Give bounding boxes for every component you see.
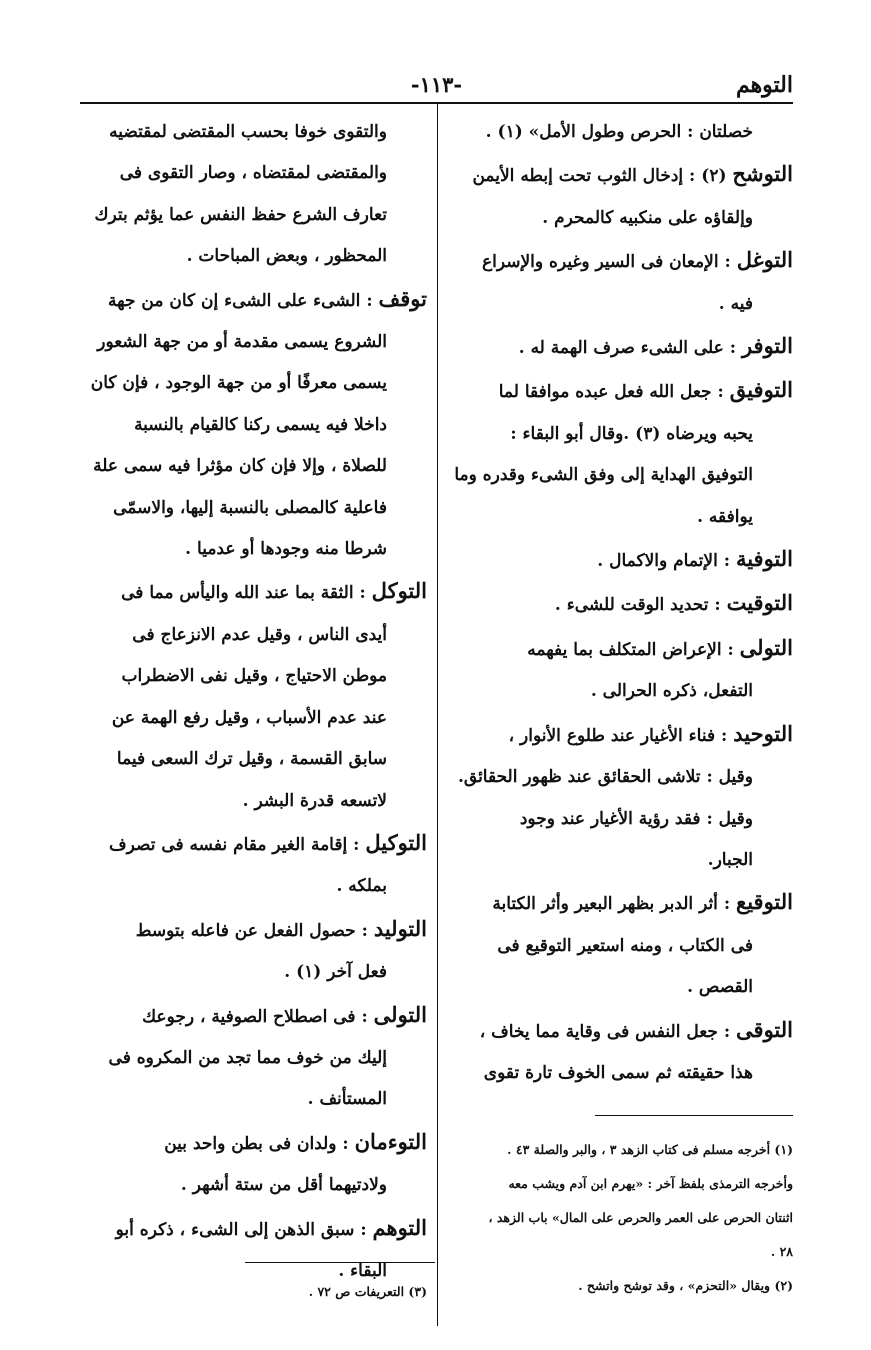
entry-text: يسمى معرفًا أو من جهة الوجود ، فإن كان (90, 373, 387, 394)
entry-text: : الثقة بما عند الله واليأس مما فى (121, 583, 372, 604)
page-number: -١١٣- (410, 72, 463, 97)
footnote-line: ٢٨ . (770, 1244, 793, 1259)
entry-text: : إقامة الغير مقام نفسه فى تصرف (108, 834, 366, 855)
entry-text: فاعلية كالمصلى بالنسبة إليها، والاسمّى (113, 497, 387, 518)
entry-text: التفعل، ذكره الحرالى . (590, 681, 753, 702)
continuation-line (80, 153, 427, 194)
entry-text: : جعل النفس فى وقاية مما يخاف ، (479, 1021, 737, 1042)
entry-term: التوكيل (365, 829, 427, 855)
continuation-line (447, 414, 793, 455)
left-column (80, 112, 427, 1292)
continuation-line (447, 671, 793, 712)
entry-text: وإلقاؤه على منكبيه كالمحرم . (542, 207, 753, 228)
continuation-line (447, 112, 793, 153)
continuation-line (447, 198, 793, 239)
continuation-line (80, 1038, 427, 1079)
entry-text: : فى اصطلاح الصوفية ، رجوعك (142, 1006, 374, 1027)
entry-text: شرطا منه وجودها أو عدميا . (185, 539, 387, 560)
entry-text: موطن الاحتياج ، وقيل نفى الاضطراب (121, 666, 387, 687)
right-footnote-rule (595, 1115, 793, 1116)
continuation-line (80, 488, 427, 529)
entry-text: للصلاة ، وإلا فإن كان مؤثرا فيه سمى علة (93, 456, 387, 477)
continuation-line (80, 405, 427, 446)
entry-line (447, 369, 793, 413)
entry-text: : جعل الله فعل عبده موافقا لما (498, 382, 730, 403)
entry-text: وقيل : تلاشى الحقائق عند ظهور الحقائق. (457, 767, 753, 788)
page-header (80, 72, 793, 106)
entry-term: التوليد (373, 915, 427, 941)
entry-text: يحبه ويرضاه (٣) .وقال أبو البقاء : (510, 423, 753, 444)
entry-text: تعارف الشرع حفظ النفس عما يؤثم بترك (94, 204, 387, 225)
entry-text: الشروع يسمى مقدمة أو من جهة الشعور (97, 332, 387, 353)
entry-term: التوهم (372, 1214, 427, 1240)
entry-text: (٢) : إدخال الثوب تحت إبطه الأيمن (472, 166, 733, 187)
entry-text: فعل آخر (١) . (284, 962, 387, 983)
entry-text: والتقوى خوفا بحسب المقتضى لمقتضيه (109, 122, 387, 142)
continuation-line (447, 926, 793, 967)
entry-text: سابق القسمة ، وقيل ترك السعى فيما (116, 749, 387, 770)
entry-text: وقيل : فقد رؤية الأغيار عند وجود (519, 808, 753, 829)
entry-term: التوءمان (354, 1128, 427, 1154)
entry-text: : فناء الأغيار عند طلوع الأنوار ، (508, 725, 734, 746)
entry-text: : تحديد الوقت للشىء . (554, 595, 727, 616)
right-column (447, 112, 793, 1094)
continuation-line (80, 1165, 427, 1206)
continuation-line (447, 1053, 793, 1094)
continuation-line (80, 952, 427, 993)
entry-text: هذا حقيقته ثم سمى الخوف تارة تقوى (483, 1062, 753, 1083)
entry-text: خصلتان : الحرص وطول الأمل» (١) . (485, 122, 753, 142)
entry-text: أيدى الناس ، وقيل عدم الانزعاج فى (132, 624, 387, 645)
entry-term: التولى (739, 634, 793, 660)
entry-term: التوقيع (736, 889, 793, 915)
entry-text: البقاء . (338, 1260, 387, 1281)
entry-line (80, 1207, 427, 1251)
column-divider (437, 104, 438, 1326)
entry-text: إليك من خوف مما تجد من المكروه فى (108, 1047, 387, 1068)
entry-text: : أثر الدبر بظهر البعير وأثر الكتابة (492, 894, 737, 915)
continuation-line (80, 866, 427, 907)
entry-text: الجبار. (707, 849, 753, 870)
entry-term: التوكل (371, 578, 427, 604)
continuation-line (80, 112, 427, 153)
entry-line (447, 239, 793, 283)
entry-line (447, 153, 793, 197)
continuation-line (80, 446, 427, 487)
entry-text: : الإمعان فى السير وغيره والإسراع (482, 252, 737, 273)
continuation-line (80, 195, 427, 236)
entry-line (447, 627, 793, 671)
entry-line (447, 713, 793, 757)
left-footnotes (160, 1278, 427, 1306)
entry-text: : على الشىء صرف الهمة له . (518, 338, 742, 359)
entry-text: بملكه . (336, 876, 387, 897)
entry-text: : حصول الفعل عن فاعله بتوسط (135, 920, 374, 941)
entry-line (80, 570, 427, 614)
continuation-line (447, 497, 793, 538)
entry-line (447, 881, 793, 925)
entry-line (80, 278, 427, 322)
entry-line (80, 822, 427, 866)
continuation-line (447, 840, 793, 881)
entry-text: فيه . (718, 293, 753, 314)
continuation-line (447, 757, 793, 798)
continuation-line (80, 781, 427, 822)
footnote-line: وأخرجه الترمذى بلفظ آخر : «يهرم ابن آدم ويشب معه (508, 1176, 793, 1191)
entry-text: : الإتمام والاكمال . (597, 551, 736, 572)
footnote-line: (٢) ويقال «التحزم» ، وقد توشح واتشح . (578, 1278, 793, 1293)
entry-term: التولى (373, 1001, 427, 1027)
entry-text: : ولدان فى بطن واحد بين (164, 1133, 355, 1154)
entry-text: داخلا فيه يسمى ركنا كالقيام بالنسبة (134, 414, 387, 435)
entry-term: التوغل (736, 247, 793, 273)
footnote-line: (١) أخرجه مسلم فى كتاب الزهد ٣ ، والبر والصلة ٤٣ . (507, 1142, 793, 1157)
continuation-line (80, 698, 427, 739)
entry-text: : الإعراض المتكلف بما يفهمه (527, 639, 740, 660)
entry-term: التوشح (732, 161, 793, 187)
entry-term: توقف (378, 285, 427, 311)
continuation-line (447, 799, 793, 840)
continuation-line (80, 615, 427, 656)
entry-line (80, 908, 427, 952)
right-footnotes (447, 1133, 793, 1303)
entry-text: والمقتضى لمقتضاه ، وصار التقوى فى (119, 163, 387, 184)
entry-text: فى الكتاب ، ومنه استعير التوقيع فى (497, 935, 753, 956)
entry-text: عند عدم الأسباب ، وقيل رفع الهمة عن (111, 707, 387, 728)
continuation-line (80, 322, 427, 363)
entry-text: المستأنف . (307, 1089, 387, 1110)
footnote-line: اثنتان الحرص على العمر والحرص على المال» باب الزهد ، (488, 1210, 793, 1225)
entry-line (447, 1009, 793, 1053)
continuation-line (80, 529, 427, 570)
entry-text: ولادتيهما أقل من ستة أشهر . (180, 1175, 387, 1196)
footnote-line: (٣) التعريفات ص ٧٢ . (308, 1284, 427, 1299)
entry-text: : الشىء على الشىء إن كان من جهة (108, 290, 379, 311)
entry-text: المحظور ، وبعض المباحات . (186, 246, 387, 267)
entry-line (80, 994, 427, 1038)
entry-term: التوفر (741, 333, 793, 359)
entry-text: : سبق الذهن إلى الشىء ، ذكره أبو (115, 1219, 373, 1240)
continuation-line (80, 656, 427, 697)
entry-term: التوقى (736, 1016, 793, 1042)
continuation-line (80, 739, 427, 780)
entry-line (447, 538, 793, 582)
entry-text: القصص . (687, 977, 753, 998)
continuation-line (447, 967, 793, 1008)
entry-text: التوفيق الهداية إلى وفق الشىء وقدره وما (454, 465, 753, 486)
entry-term: التوحيد (733, 720, 793, 746)
continuation-line (80, 236, 427, 277)
continuation-line (447, 455, 793, 496)
continuation-line (80, 363, 427, 404)
continuation-line (80, 1079, 427, 1120)
entry-line (80, 1121, 427, 1165)
running-head: التوهم (735, 72, 793, 98)
entry-line (447, 325, 793, 369)
entry-term: التوفية (735, 546, 793, 572)
continuation-line (447, 284, 793, 325)
entry-line (447, 582, 793, 626)
entry-term: التوقيت (726, 590, 793, 616)
left-footnote-rule (245, 1262, 435, 1263)
entry-term: التوفيق (729, 377, 793, 403)
entry-text: لاتسعه قدرة البشر . (242, 790, 387, 811)
entry-text: يوافقه . (697, 506, 753, 527)
